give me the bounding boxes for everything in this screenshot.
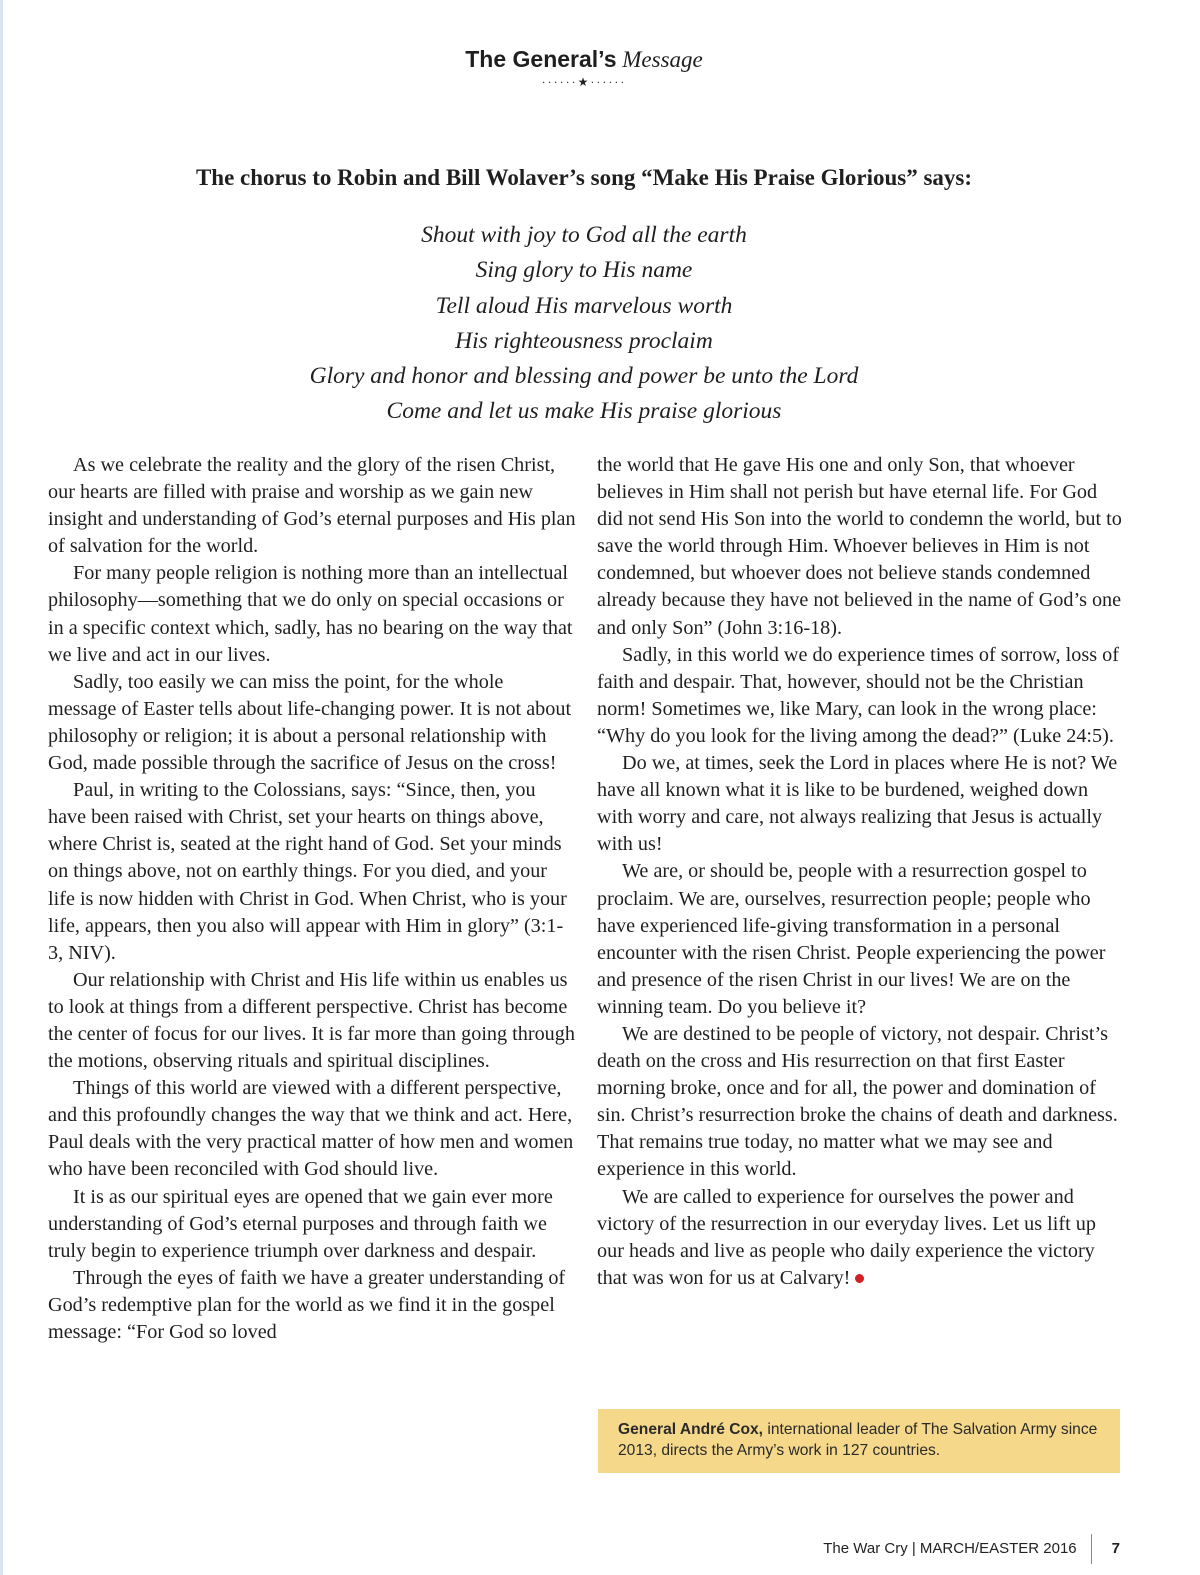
page-footer xyxy=(823,1536,1120,1562)
author-bio-text: international leader of The Salvation Army since 2013, directs the Army’s work in 127 countries. xyxy=(618,1421,1098,1459)
body-paragraph: Sadly, too easily we can miss the point, for the whole message of Easter tells about life-changing power. It is not about philosophy or religion; it is about a personal relationship with God, made possible through the sacrifice of Jesus on the cross! xyxy=(48,670,572,775)
intro-line: The chorus to Robin and Bill Wolaver’s song “Make His Praise Glorious” says: xyxy=(195,165,973,190)
body-paragraph: Do we, at times, seek the Lord in places where He is not? We have all known what it is like to be burdened, weighed down with worry and care, not always realizing that Jesus is actually with us! xyxy=(597,752,1118,856)
page-number: 7 xyxy=(1111,1540,1120,1557)
body-paragraph: Things of this world are viewed with a different perspective, and this profoundly changes the way that we think and act. Here, Paul deals with the very practical matter of how men and women who have been reconciled with God should live. xyxy=(48,1077,574,1181)
body-column-left xyxy=(48,452,576,1346)
section-title xyxy=(0,44,1168,75)
final-paragraph-text: We are called to experience for ourselves the power and victory of the resurrection in our everyday lives. Let us lift up our heads and live as people who daily experience the victory that was won for us at Calvary! xyxy=(597,1185,1096,1289)
body-paragraph-continued: the world that He gave His one and only Son, that whoever believes in Him shall not perish but have eternal life. For God did not send His Son into the world to condemn the world, but to save the world through Him. Whoever believes in Him is not condemned, but whoever does not believe stands condemned already because they have not believed in the name of God’s one and only Son” (John 3:16-18). xyxy=(597,454,1122,639)
chorus-line: Tell aloud His marvelous worth xyxy=(435,292,733,319)
footer-divider xyxy=(1091,1534,1092,1564)
body-paragraph: Our relationship with Christ and His life within us enables us to look at things from a different perspective. Christ has become the center of focus for our lives. It is far more than going through the motions, observing rituals and spiritual disciplines. xyxy=(48,968,575,1073)
section-header xyxy=(0,44,1168,88)
chorus-line: Shout with joy to God all the earth xyxy=(421,222,747,248)
author-name: General André Cox, xyxy=(618,1421,764,1438)
chorus-line: Glory and honor and blessing and power be unto the Lord xyxy=(309,363,859,390)
chorus-lyrics xyxy=(0,218,1168,430)
section-title-bold: The General’s xyxy=(465,46,617,72)
body-paragraph-final xyxy=(597,1184,1122,1292)
body-paragraph: Sadly, in this world we do experience times of sorrow, loss of faith and despair. That, however, should not be the Christian norm! Sometimes we, like Mary, can look in the wrong place: “Why do you look for the living among the dead?” (Luke 24:5). xyxy=(597,643,1119,747)
body-paragraph: Through the eyes of faith we have a greater understanding of God’s redemptive plan for the world as we find it in the gospel message: “For God so loved xyxy=(48,1266,566,1343)
body-paragraph: For many people religion is nothing more than an intellectual philosophy—something that we do only on special occasions or in a specific context which, sadly, has no bearing on the way that we live and act in our lives. xyxy=(48,562,573,666)
publication-label: The War Cry | MARCH/EASTER 2016 xyxy=(823,1540,1077,1557)
end-mark-icon xyxy=(855,1274,864,1283)
body-column-right xyxy=(597,452,1122,1292)
body-paragraph: Paul, in writing to the Colossians, says: “Since, then, you have been raised with Christ, set your hearts on things above, where Christ is, seated at the right hand of God. Set your minds on things above, not on earthly things. For you died, and your life is now hidden with Christ in God. When Christ, who is your life, appears, then you also will appear with Him in glory” (3:1-3, NIV). xyxy=(48,779,567,964)
author-bio-box xyxy=(598,1409,1120,1473)
body-paragraph: As we celebrate the reality and the glory of the risen Christ, our hearts are filled with praise and worship as we gain new insight and understanding of God’s eternal purposes and His plan of salvation for the world. xyxy=(48,454,576,558)
body-paragraph: It is as our spiritual eyes are opened that we gain ever more understanding of God’s eternal purposes and through faith we truly begin to experience triumph over darkness and despair. xyxy=(48,1185,553,1262)
chorus-line: Sing glory to His name xyxy=(475,257,693,284)
chorus-line: His righteousness proclaim xyxy=(455,327,713,354)
body-paragraph: We are, or should be, people with a resurrection gospel to proclaim. We are, ourselves, resurrection people; people who have experienced life-giving transformation in a personal encounter with the risen Christ. People experiencing the power and presence of the risen Christ in our lives! We are on the winning team. Do you believe it? xyxy=(597,860,1106,1018)
section-title-italic: Message xyxy=(622,47,703,72)
star-ornament-icon: ······★······ xyxy=(541,75,627,89)
body-paragraph: We are destined to be people of victory, not despair. Christ’s death on the cross and His resurrection on that first Easter morning broke, once and for all, the power and domination of sin. Christ’s resurrection broke the chains of death and darkness. That remains true today, no matter what we may see and experience in this world. xyxy=(597,1022,1118,1181)
chorus-line: Come and let us make His praise glorious xyxy=(386,398,782,425)
